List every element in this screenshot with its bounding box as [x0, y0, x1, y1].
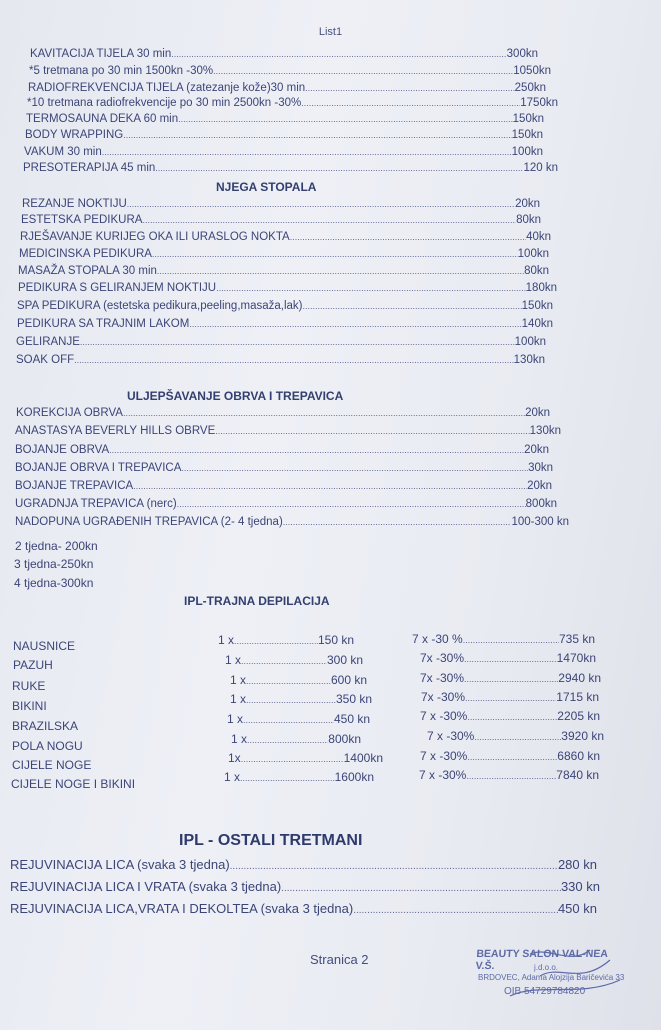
- note-text: 3 tjedna-250kn: [14, 557, 94, 571]
- section-heading-ipl-other: IPL - OSTALI TRETMANI: [179, 832, 363, 849]
- company-stamp: [470, 946, 625, 1002]
- list-item: REJUVINACIJA LICA,VRATA I DEKOLTEA (svaka 3 tjedna) ..... 450 kn: [10, 901, 597, 916]
- list-item: ESTETSKA PEDIKURA ..... 80kn: [21, 213, 541, 227]
- list-item: TERMOSAUNA DEKA 60 min ..... 150kn: [26, 112, 544, 126]
- ipl-pack-price: 7 x -30% ..... 2205 kn: [420, 709, 600, 723]
- ipl-single-price: 1 x ..... 300 kn: [225, 653, 363, 667]
- list-item: REJUVINACIJA LICA I VRATA (svaka 3 tjedna) ..... 330 kn: [10, 879, 600, 894]
- list-item: *5 tretmana po 30 min 1500kn -30% ..... 1050kn: [29, 64, 551, 78]
- list-item: VAKUM 30 min ..... 100kn: [24, 145, 543, 159]
- list-item: SPA PEDIKURA (estetska pedikura,peeling,masaža,lak) ..... 150kn: [17, 299, 553, 313]
- ipl-single-price: 1 x ..... 450 kn: [227, 712, 370, 726]
- ipl-pack-price: 7 x -30% ..... 3920 kn: [427, 729, 604, 743]
- list-item: REZANJE NOKTIJU ..... 20kn: [22, 197, 540, 211]
- ipl-pack-price: 7x -30% ..... 1715 kn: [421, 690, 599, 704]
- ipl-pack-price: 7 x -30% ..... 6860 kn: [420, 749, 600, 763]
- ipl-area: RUKE: [12, 679, 46, 693]
- list-item: UGRADNJA TREPAVICA (nerc) ..... 800kn: [15, 497, 557, 511]
- list-item: BOJANJE TREPAVICA ..... 20kn: [15, 479, 552, 493]
- note-text: 4 tjedna-300kn: [14, 576, 94, 590]
- page-number: Stranica 2: [310, 952, 369, 967]
- list-item: MEDICINSKA PEDIKURA ..... 100kn: [19, 247, 549, 261]
- list-item: KOREKCIJA OBRVA ..... 20kn: [16, 406, 550, 420]
- list-item: MASAŽA STOPALA 30 min ..... 80kn: [18, 264, 549, 278]
- ipl-area: POLA NOGU: [12, 739, 83, 753]
- stamp-oib: OIB 54729784820: [504, 986, 586, 997]
- list-item: BODY WRAPPING ..... 150kn: [25, 128, 543, 142]
- list-item: GELIRANJE ..... 100kn: [16, 335, 546, 349]
- list-item: REJUVINACIJA LICA (svaka 3 tjedna) ..... 280 kn: [10, 857, 597, 872]
- list-item: RADIOFREKVENCIJA TIJELA (zatezanje kože)30 min ..... 250kn: [28, 81, 546, 95]
- note-text: 2 tjedna- 200kn: [15, 539, 98, 553]
- ipl-single-price: 1 x ..... 150 kn: [218, 633, 354, 647]
- ipl-single-price: 1 x ..... 800kn: [231, 732, 361, 746]
- stamp-address: BRDOVEC, Adama Alojzija Baričevića 33: [478, 973, 625, 982]
- list-item: PEDIKURA SA TRAJNIM LAKOM ..... 140kn: [17, 317, 553, 331]
- list-item: ANASTASYA BEVERLY HILLS OBRVE ..... 130kn: [15, 424, 561, 438]
- ipl-area: NAUSNICE: [13, 639, 76, 653]
- ipl-pack-price: 7 x -30 % ..... 735 kn: [412, 632, 595, 646]
- list-item: SOAK OFF ..... 130kn: [16, 353, 545, 367]
- section-heading-brows: ULJEPŠAVANJE OBRVA I TREPAVICA: [127, 389, 344, 403]
- ipl-pack-price: 7x -30% ..... 2940 kn: [420, 671, 601, 685]
- list-item: BOJANJE OBRVA ..... 20kn: [15, 443, 549, 457]
- ipl-area: PAZUH: [13, 658, 53, 672]
- ipl-pack-price: 7 x -30% ..... 7840 kn: [419, 768, 599, 782]
- list-item: PRESOTERAPIJA 45 min ..... 120 kn: [23, 161, 558, 175]
- section-heading-ipl: IPL-TRAJNA DEPILACIJA: [184, 594, 330, 608]
- stamp-company-type: j.d.o.o.: [534, 963, 559, 972]
- ipl-area: BIKINI: [12, 699, 47, 713]
- ipl-single-price: 1 x ..... 350 kn: [230, 692, 372, 706]
- list-item: NADOPUNA UGRAĐENIH TREPAVICA (2- 4 tjedna) ..... 100-300 kn: [15, 515, 569, 529]
- list-item: KAVITACIJA TIJELA 30 min ..... 300kn: [30, 47, 538, 61]
- ipl-single-price: 1x ..... 1400kn: [228, 751, 383, 765]
- ipl-single-price: 1 x ..... 600 kn: [230, 673, 367, 687]
- ipl-area: CIJELE NOGE: [12, 758, 92, 772]
- list-item: BOJANJE OBRVA I TREPAVICA ..... 30kn: [15, 461, 553, 475]
- ipl-pack-price: 7x -30% ..... 1470kn: [420, 651, 596, 665]
- stamp-company-name: BEAUTY SALON VAL-NEA V.Š.: [475, 948, 608, 972]
- list-item: PEDIKURA S GELIRANJEM NOKTIJU ..... 180kn: [18, 281, 557, 295]
- list-item: *10 tretmana radiofrekvencije po 30 min 2500kn -30% ..... 1750kn: [27, 96, 558, 110]
- section-heading-feet: NJEGA STOPALA: [216, 180, 317, 194]
- page-title: List1: [318, 26, 343, 38]
- ipl-area: BRAZILSKA: [12, 719, 79, 733]
- ipl-area: CIJELE NOGE I BIKINI: [11, 777, 136, 791]
- ipl-single-price: 1 x ..... 1600kn: [224, 770, 374, 784]
- list-item: RJEŠAVANJE KURIJEG OKA ILI URASLOG NOKTA ..... 40kn: [20, 230, 551, 244]
